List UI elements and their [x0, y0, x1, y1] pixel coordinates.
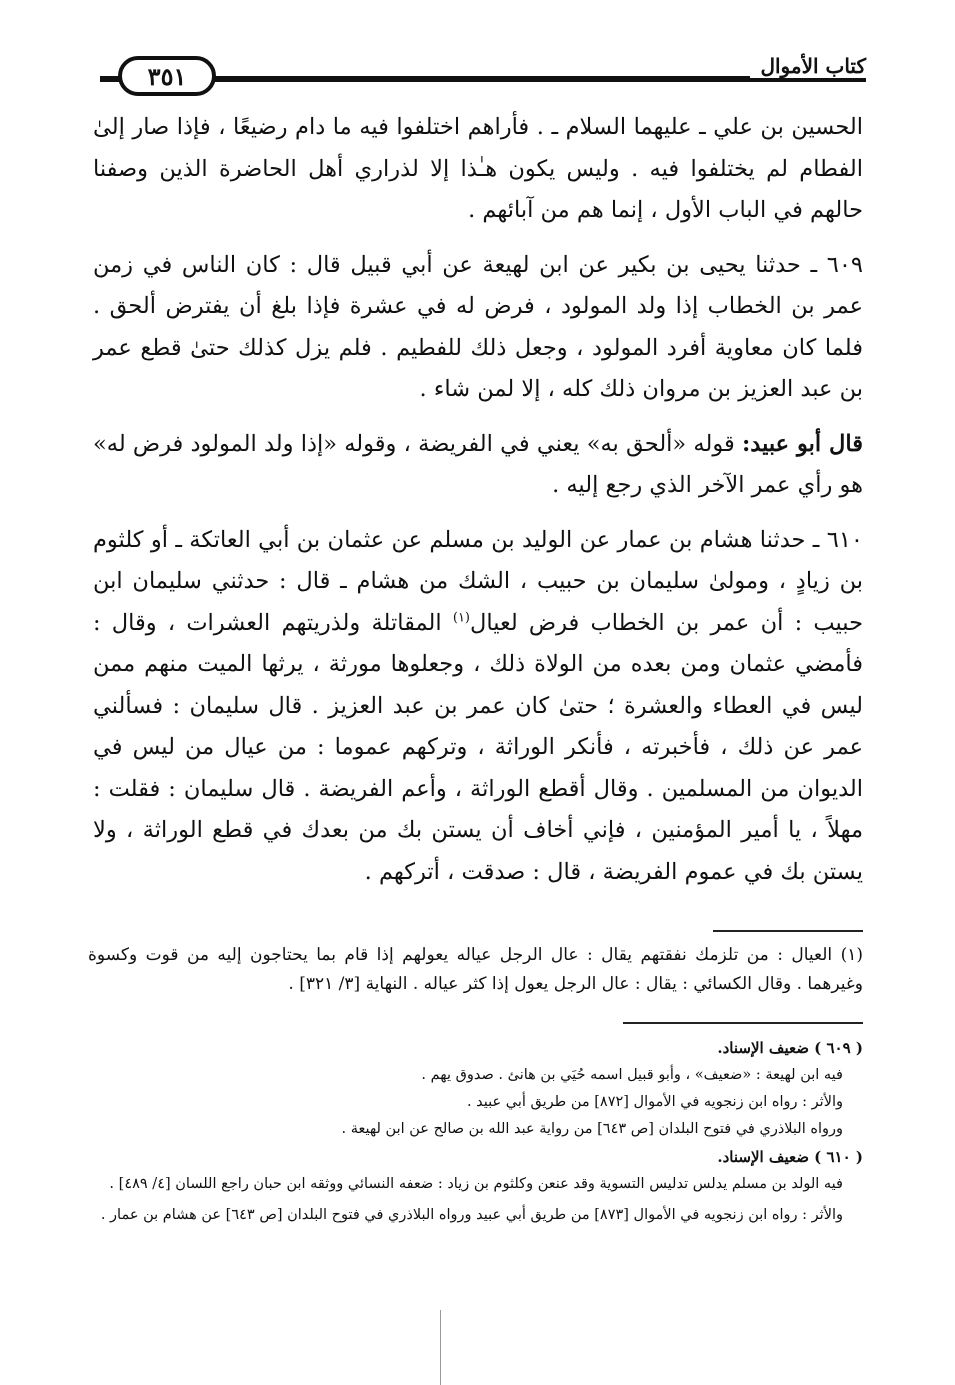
page-number: ٣٥١ [118, 56, 216, 96]
paragraph-continuation: الحسين بن علي ـ عليهما السلام ـ . فأراهم اختلفوا فيه ما دام رضيعًا ، فإذا صار إلىٰ الفطام لم يختلفوا فيه . وليس يكون هـٰذا إلا لذراري أهل الحاضرة الذين وصفنا حالهم في الباب الأول ، إنما هم من آبائهم . [93, 114, 863, 223]
takhrij-line: فيه ابن لهيعة : «ضعيف» ، وأبو قبيل اسمه حُيَي بن هانئ . صدوق يهم . [421, 1067, 843, 1083]
book-title: كتاب الأموال [750, 54, 866, 78]
paragraph-narration-609: ٦٠٩ ـ حدثنا يحيى بن بكير عن ابن لهيعة عن أبي قبيل قال : كان الناس في زمن عمر بن الخطاب إذا ولد المولود ، فرض له في عشرة فإذا بلغ أن يفترض ألحق . فلما كان معاوية أفرد المولود ، وجعل ذلك للفطيم . فلم يزل كذلك حتىٰ قطع عمر بن عبد العزيز بن مروان ذلك كله ، إلا لمن شاء . [93, 251, 863, 402]
narration-610-part1: ٦١٠ ـ حدثنا هشام بن عمار عن الوليد بن مسلم عن عثمان بن أبي العاتكة ـ أو كلثوم بن زيادٍ ، ومولىٰ سليمان بن حبيب ، الشك من هشام ـ قال : حدثني سليمان ابن حبيب : أن عمر بن الخطاب فرض لعيال [93, 526, 863, 636]
takhrij-separator [623, 1022, 863, 1024]
abu-ubaid-comment: قوله «ألحق به» يعني في الفريضة ، وقوله «إذا ولد المولود فرض له» هو رأي عمر الآخر الذي رجع إليه . [93, 430, 863, 498]
footnote-separator [713, 930, 863, 932]
paragraph-narration-610 [93, 520, 863, 894]
takhrij-heading-609: ( ٦٠٩ ) ضعيف الإسناد. [717, 1039, 863, 1057]
main-text [93, 107, 863, 906]
takhrij-line: ورواه البلاذري في فتوح البلدان [ص ٦٤٣] من رواية عبد الله بن صالح عن ابن لهيعة . [341, 1121, 843, 1137]
paragraph-abu-ubaid [93, 424, 863, 507]
takhrij-heading-610: ( ٦١٠ ) ضعيف الإسناد. [717, 1148, 863, 1166]
footnote: (١) العيال : من تلزمك نفقتهم يقال : عال الرجل عياله يعولهم إذا قام بما يحتاجون إليه من قوت وكسوة وغيرهما . وقال الكسائي : يقال : عال الرجل يعول إذا كثر عياله . النهاية [٣/ ٣٢١] . [88, 945, 863, 994]
takhrij-line: والأثر : رواه ابن زنجويه في الأموال [٨٧٣] من طريق أبي عبيد ورواه البلاذري في فتوح البلدان [ص ٦٤٣] عن هشام بن عمار . [100, 1207, 843, 1223]
scan-binding-line [440, 1310, 441, 1385]
page-header [100, 52, 866, 96]
takhrij-line: والأثر : رواه ابن زنجويه في الأموال [٨٧٢] من طريق أبي عبيد . [466, 1094, 843, 1110]
takhrij-line: فيه الولد بن مسلم يدلس تدليس التسوية وقد عنعن وكلثوم بن زياد : ضعفه النسائي ووثقه ابن حبان راجع اللسان [٤/ ٤٨٩] . [109, 1176, 843, 1192]
takhrij-notes [88, 1034, 863, 1229]
speaker-label: قال أبو عبيد: [741, 430, 863, 457]
narration-610-part2: المقاتلة ولذريتهم العشرات ، وقال : فأمضي عثمان ومن بعده من الولاة ذلك ، وجعلوها مورثة ، يرثها الميت منهم ممن ليس في العطاء والعشرة ؛ حتىٰ كان عمر بن عبد العزيز . قال سليمان : فسألني عمر عن ذلك ، فأخبرته ، فأنكر الوراثة ، وتركهم عموما : من عيال من ليس في الديوان من المسلمين . وقال أقطع الوراثة ، وأعم الفريضة . قال سليمان : فقلت : مهلاً ، يا أمير المؤمنين ، فإني أخاف أن يستن بك من بعدك في قطع الوراثة ، ولا يستن بك في عموم الفريضة ، قال : صدقت ، أتركهم . [93, 609, 863, 885]
footnote-reference[interactable]: (١) [452, 610, 470, 625]
